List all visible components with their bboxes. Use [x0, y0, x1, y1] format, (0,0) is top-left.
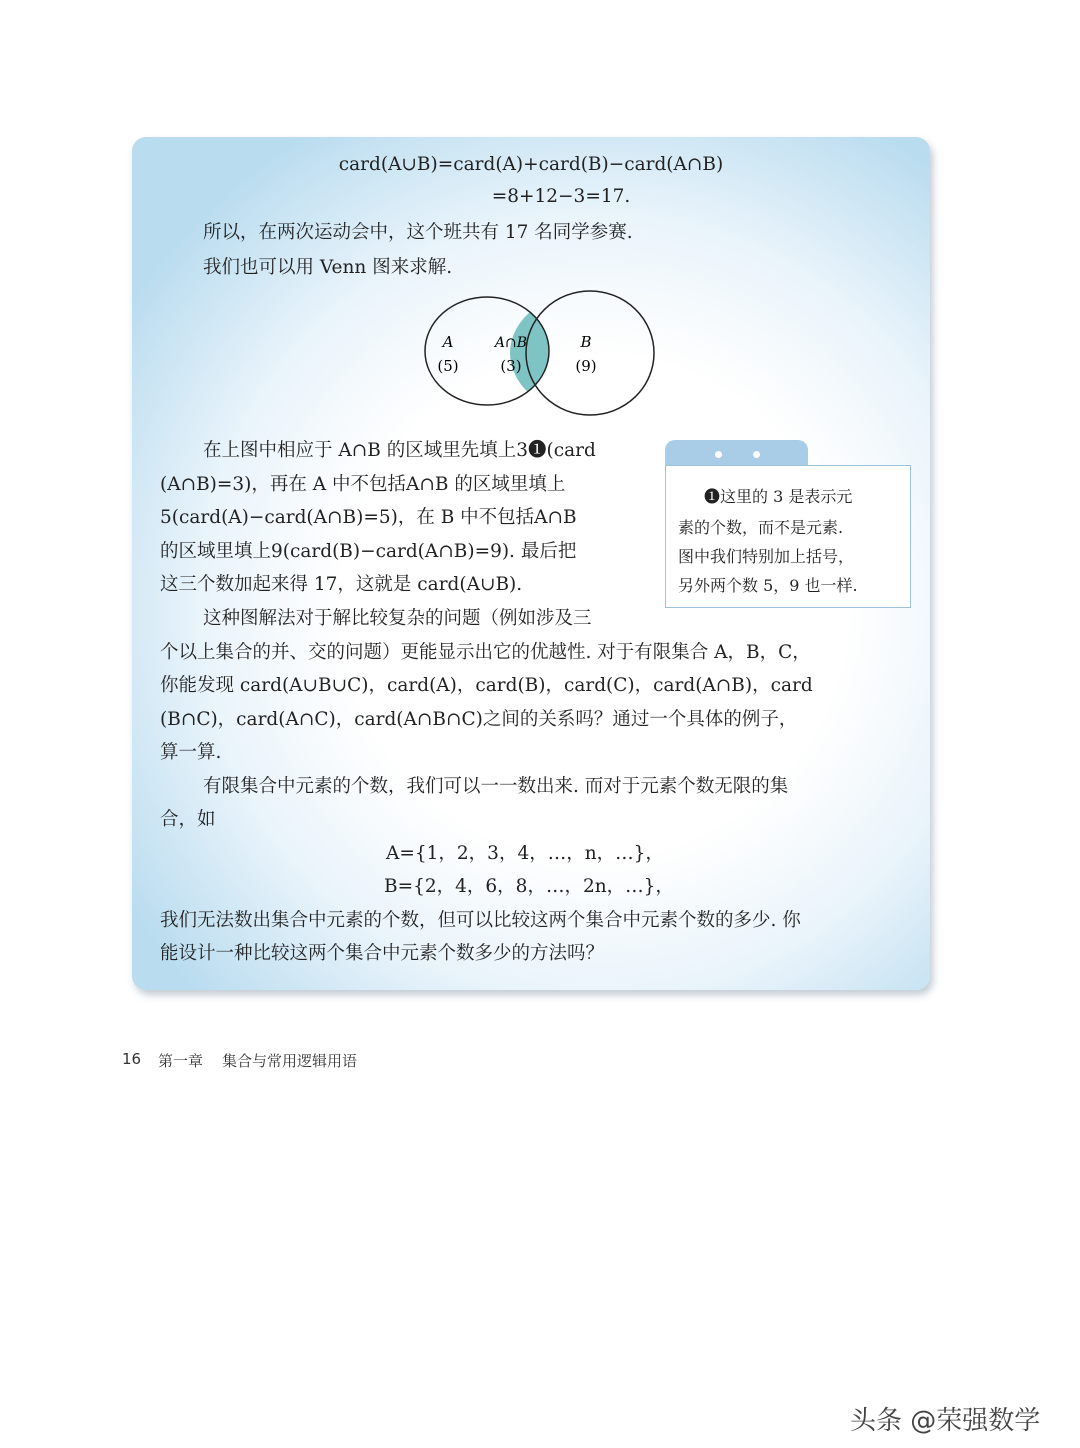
venn-a-count: (5): [437, 357, 459, 375]
paragraph-4-line: (B∩C)，card(A∩C)，card(A∩B∩C)之间的关系吗？通过一个具体的例子，: [160, 709, 798, 730]
paragraph-4-line: 这种图解法对于解比较复杂的问题（例如涉及三: [203, 608, 592, 629]
paragraph-5-line: 有限集合中元素的个数，我们可以一一数出来. 而对于元素个数无限的集: [203, 776, 789, 797]
venn-a-label: A: [442, 333, 454, 351]
note-line: 素的个数，而不是元素.: [678, 518, 844, 537]
paragraph-5-line: 合，如: [160, 809, 216, 830]
note-line: 图中我们特别加上括号，: [678, 547, 855, 566]
page-number: 16: [122, 1050, 142, 1068]
paragraph-2: 我们也可以用 Venn 图来求解.: [203, 257, 453, 278]
paragraph-3-line: (A∩B)=3)，再在 A 中不包括A∩B 的区域里填上: [160, 474, 566, 495]
set-b-definition: B={2，4，6，8，…，2n，…}，: [384, 876, 674, 897]
venn-diagram: [402, 287, 662, 422]
venn-ab-label: A∩B: [494, 335, 528, 351]
note-line: 另外两个数 5，9 也一样.: [678, 576, 858, 595]
paragraph-6-line: 我们无法数出集合中元素的个数，但可以比较这两个集合中元素个数的多少. 你: [160, 910, 801, 931]
venn-b-count: (9): [575, 357, 597, 375]
formula-line-1: card(A∪B)=card(A)+card(B)−card(A∩B): [338, 154, 724, 175]
chapter-label: 第一章: [158, 1052, 204, 1070]
paragraph-4-line: 你能发现 card(A∪B∪C)，card(A)，card(B)，card(C)，card(A∩B)，card: [160, 675, 813, 696]
paragraph-3-line: 在上图中相应于 A∩B 的区域里先填上3❶(card: [203, 440, 596, 461]
venn-ab-count: (3): [500, 357, 522, 375]
note-line: ❶这里的 3 是表示元: [704, 487, 853, 506]
formula-line-2: =8+12−3=17.: [491, 186, 631, 207]
side-note: [665, 440, 911, 608]
paragraph-4-line: 个以上集合的并、交的问题）更能显示出它的优越性. 对于有限集合 A，B，C，: [160, 642, 811, 663]
paragraph-3-line: 5(card(A)−card(A∩B)=5)，在 B 中不包括A∩B: [160, 507, 577, 528]
paragraph-3-line: 这三个数加起来得 17，这就是 card(A∪B).: [160, 574, 523, 595]
venn-b-label: B: [580, 333, 592, 351]
watermark: 头条 @荣强数学: [850, 1406, 1041, 1436]
set-a-definition: A={1，2，3，4，…，n，…}，: [386, 843, 664, 864]
content-panel: [132, 137, 930, 990]
chapter-title: 集合与常用逻辑用语: [222, 1052, 358, 1070]
paragraph-1: 所以，在两次运动会中，这个班共有 17 名同学参赛.: [203, 222, 633, 243]
paragraph-4-line: 算一算.: [160, 742, 222, 763]
venn-intersection: [510, 291, 662, 415]
paragraph-3-line: 的区域里填上9(card(B)−card(A∩B)=9). 最后把: [160, 541, 577, 562]
paragraph-6-line: 能设计一种比较这两个集合中元素个数多少的方法吗？: [160, 943, 605, 964]
